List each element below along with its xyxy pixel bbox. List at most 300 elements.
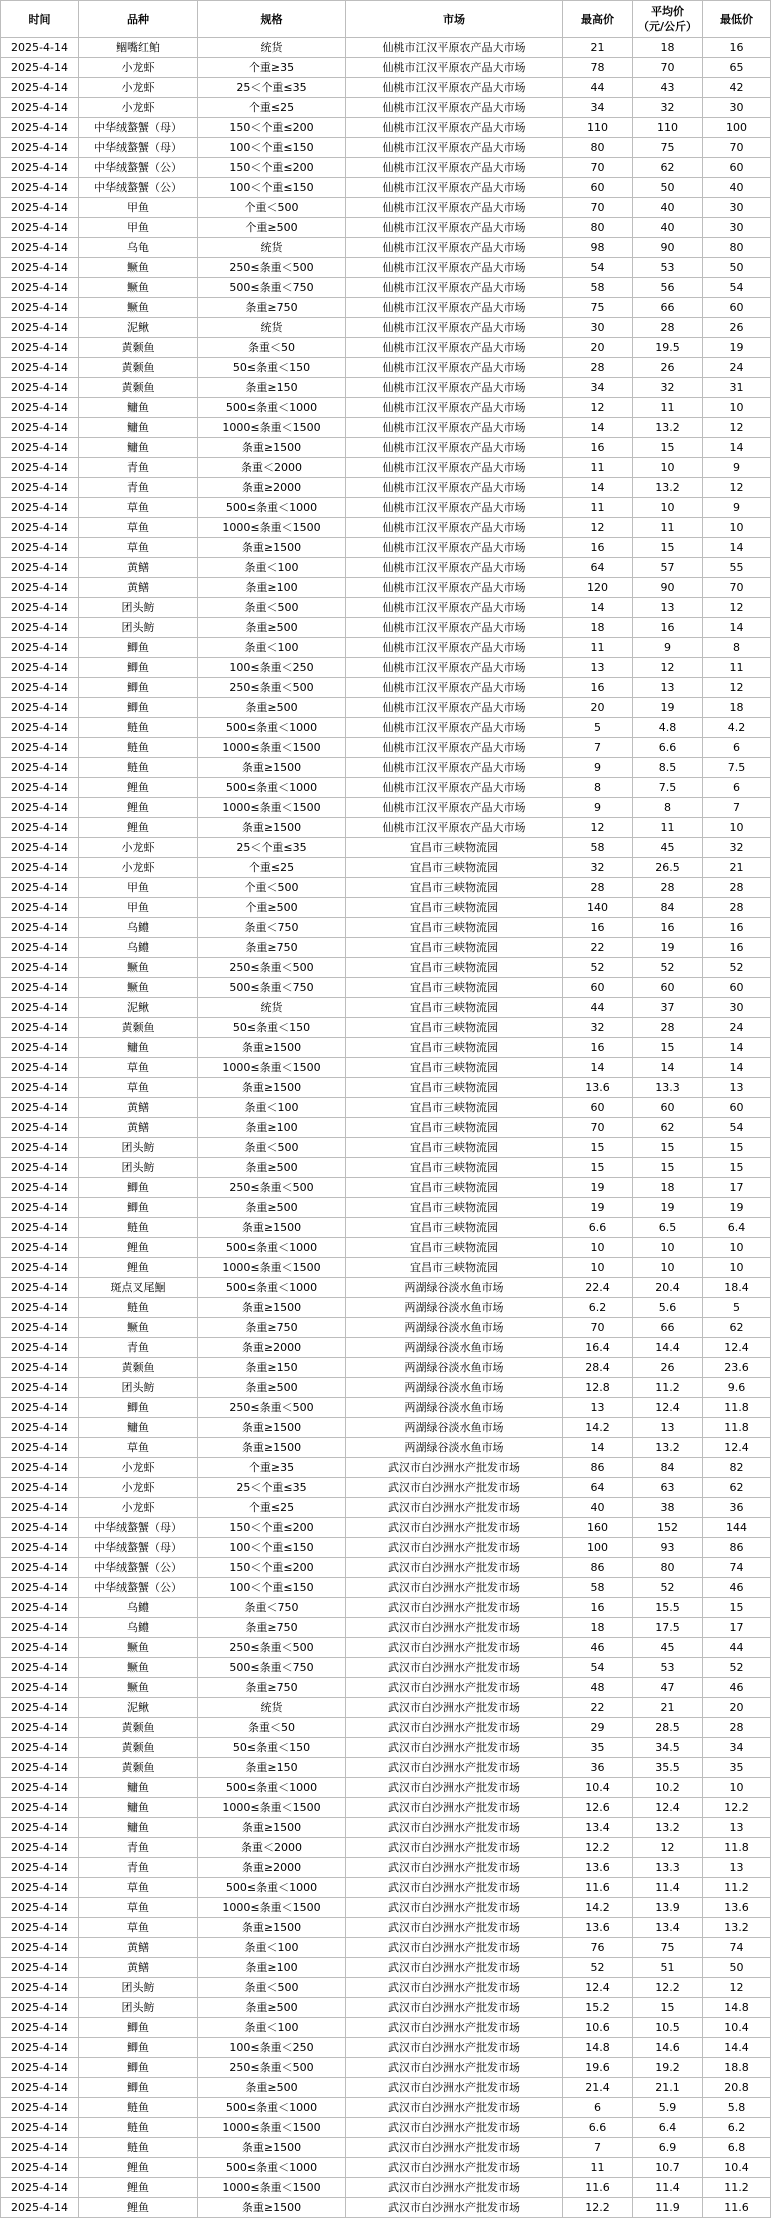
cell-avg-price: 15 [633, 1038, 703, 1058]
cell-min-price: 10 [703, 818, 771, 838]
cell-variety: 黄颡鱼 [79, 1018, 198, 1038]
cell-market: 两湖绿谷淡水鱼市场 [346, 1398, 563, 1418]
cell-avg-price: 12 [633, 658, 703, 678]
cell-market: 仙桃市江汉平原农产品大市场 [346, 398, 563, 418]
cell-market: 武汉市白沙洲水产批发市场 [346, 1918, 563, 1938]
cell-min-price: 14.8 [703, 1998, 771, 2018]
cell-market: 武汉市白沙洲水产批发市场 [346, 1958, 563, 1978]
cell-time: 2025-4-14 [1, 1598, 79, 1618]
cell-avg-price: 10 [633, 498, 703, 518]
cell-min-price: 8 [703, 638, 771, 658]
cell-min-price: 46 [703, 1578, 771, 1598]
cell-max-price: 14.2 [563, 1898, 633, 1918]
cell-min-price: 60 [703, 298, 771, 318]
cell-variety: 鳜鱼 [79, 1318, 198, 1338]
cell-avg-price: 34.5 [633, 1738, 703, 1758]
table-row [1, 1738, 771, 1758]
cell-max-price: 32 [563, 1018, 633, 1038]
cell-min-price: 18.4 [703, 1278, 771, 1298]
table-row [1, 1218, 771, 1238]
cell-min-price: 11.2 [703, 2178, 771, 2198]
cell-variety: 小龙虾 [79, 1458, 198, 1478]
table-row [1, 218, 771, 238]
cell-min-price: 13 [703, 1858, 771, 1878]
cell-max-price: 58 [563, 838, 633, 858]
cell-time: 2025-4-14 [1, 1298, 79, 1318]
cell-time: 2025-4-14 [1, 1438, 79, 1458]
cell-time: 2025-4-14 [1, 1638, 79, 1658]
cell-max-price: 54 [563, 1658, 633, 1678]
cell-min-price: 52 [703, 958, 771, 978]
cell-spec: 条重≥500 [198, 1198, 346, 1218]
table-row [1, 2198, 771, 2218]
cell-max-price: 60 [563, 178, 633, 198]
cell-min-price: 28 [703, 898, 771, 918]
cell-spec: 条重≥2000 [198, 1338, 346, 1358]
cell-time: 2025-4-14 [1, 418, 79, 438]
cell-spec: 100＜个重≤150 [198, 178, 346, 198]
cell-max-price: 14 [563, 1438, 633, 1458]
cell-market: 仙桃市江汉平原农产品大市场 [346, 458, 563, 478]
cell-variety: 黄颡鱼 [79, 378, 198, 398]
cell-variety: 小龙虾 [79, 1478, 198, 1498]
cell-max-price: 28 [563, 878, 633, 898]
cell-market: 两湖绿谷淡水鱼市场 [346, 1418, 563, 1438]
cell-min-price: 28 [703, 878, 771, 898]
table-row [1, 58, 771, 78]
cell-market: 宜昌市三峡物流园 [346, 958, 563, 978]
cell-spec: 统货 [198, 238, 346, 258]
cell-max-price: 14 [563, 418, 633, 438]
cell-time: 2025-4-14 [1, 1138, 79, 1158]
cell-avg-price: 52 [633, 958, 703, 978]
cell-min-price: 16 [703, 38, 771, 58]
cell-avg-price: 14 [633, 1058, 703, 1078]
cell-variety: 中华绒螯蟹（母） [79, 1538, 198, 1558]
cell-variety: 团头鲂 [79, 618, 198, 638]
cell-market: 宜昌市三峡物流园 [346, 1218, 563, 1238]
cell-min-price: 62 [703, 1478, 771, 1498]
cell-avg-price: 28.5 [633, 1718, 703, 1738]
cell-min-price: 15 [703, 1598, 771, 1618]
cell-market: 仙桃市江汉平原农产品大市场 [346, 778, 563, 798]
cell-max-price: 11 [563, 638, 633, 658]
cell-max-price: 15 [563, 1138, 633, 1158]
cell-variety: 鳙鱼 [79, 418, 198, 438]
cell-spec: 个重≤25 [198, 98, 346, 118]
cell-max-price: 80 [563, 138, 633, 158]
cell-max-price: 18 [563, 1618, 633, 1638]
cell-min-price: 15 [703, 1138, 771, 1158]
cell-time: 2025-4-14 [1, 878, 79, 898]
table-row [1, 518, 771, 538]
cell-min-price: 55 [703, 558, 771, 578]
cell-spec: 1000≤条重＜1500 [198, 518, 346, 538]
cell-avg-price: 10 [633, 458, 703, 478]
table-row [1, 538, 771, 558]
cell-spec: 150＜个重≤200 [198, 1558, 346, 1578]
cell-variety: 黄鳝 [79, 1098, 198, 1118]
cell-time: 2025-4-14 [1, 1858, 79, 1878]
cell-spec: 条重≥1500 [198, 758, 346, 778]
table-row [1, 1898, 771, 1918]
cell-spec: 个重≤25 [198, 858, 346, 878]
table-row [1, 1518, 771, 1538]
cell-avg-price: 37 [633, 998, 703, 1018]
cell-variety: 鲫鱼 [79, 658, 198, 678]
table-row [1, 2098, 771, 2118]
cell-max-price: 9 [563, 798, 633, 818]
cell-spec: 500≤条重＜1000 [198, 398, 346, 418]
cell-max-price: 75 [563, 298, 633, 318]
cell-avg-price: 10.2 [633, 1778, 703, 1798]
cell-max-price: 16 [563, 438, 633, 458]
cell-spec: 个重＜500 [198, 198, 346, 218]
table-row [1, 498, 771, 518]
cell-max-price: 12.2 [563, 1838, 633, 1858]
header-market: 市场 [346, 1, 563, 38]
cell-market: 仙桃市江汉平原农产品大市场 [346, 118, 563, 138]
cell-avg-price: 18 [633, 38, 703, 58]
cell-time: 2025-4-14 [1, 1398, 79, 1418]
cell-avg-price: 15 [633, 1138, 703, 1158]
cell-max-price: 7 [563, 738, 633, 758]
cell-max-price: 29 [563, 1718, 633, 1738]
cell-time: 2025-4-14 [1, 458, 79, 478]
cell-time: 2025-4-14 [1, 1338, 79, 1358]
cell-time: 2025-4-14 [1, 2118, 79, 2138]
table-row [1, 1298, 771, 1318]
table-row [1, 2178, 771, 2198]
cell-time: 2025-4-14 [1, 1898, 79, 1918]
table-row [1, 1178, 771, 1198]
cell-variety: 甲鱼 [79, 898, 198, 918]
table-row [1, 338, 771, 358]
cell-time: 2025-4-14 [1, 658, 79, 678]
table-row [1, 1398, 771, 1418]
cell-avg-price: 45 [633, 1638, 703, 1658]
cell-market: 武汉市白沙洲水产批发市场 [346, 1498, 563, 1518]
cell-time: 2025-4-14 [1, 518, 79, 538]
cell-market: 仙桃市江汉平原农产品大市场 [346, 698, 563, 718]
cell-spec: 统货 [198, 1698, 346, 1718]
cell-min-price: 10.4 [703, 2158, 771, 2178]
cell-variety: 鳙鱼 [79, 1418, 198, 1438]
cell-market: 宜昌市三峡物流园 [346, 1038, 563, 1058]
cell-min-price: 35 [703, 1758, 771, 1778]
cell-spec: 250≤条重＜500 [198, 2058, 346, 2078]
cell-market: 武汉市白沙洲水产批发市场 [346, 1898, 563, 1918]
cell-spec: 条重≥1500 [198, 1418, 346, 1438]
cell-market: 仙桃市江汉平原农产品大市场 [346, 238, 563, 258]
cell-max-price: 58 [563, 1578, 633, 1598]
cell-variety: 团头鲂 [79, 1978, 198, 1998]
cell-min-price: 14 [703, 538, 771, 558]
table-row [1, 938, 771, 958]
cell-variety: 小龙虾 [79, 78, 198, 98]
cell-spec: 条重≥500 [198, 1998, 346, 2018]
cell-market: 仙桃市江汉平原农产品大市场 [346, 318, 563, 338]
cell-max-price: 52 [563, 958, 633, 978]
cell-time: 2025-4-14 [1, 178, 79, 198]
table-body [1, 38, 771, 2218]
cell-time: 2025-4-14 [1, 1038, 79, 1058]
cell-market: 仙桃市江汉平原农产品大市场 [346, 558, 563, 578]
cell-min-price: 44 [703, 1638, 771, 1658]
cell-spec: 100≤条重＜250 [198, 658, 346, 678]
cell-min-price: 12.2 [703, 1798, 771, 1818]
cell-time: 2025-4-14 [1, 1658, 79, 1678]
cell-avg-price: 75 [633, 138, 703, 158]
cell-spec: 500≤条重＜1000 [198, 2158, 346, 2178]
table-row [1, 1718, 771, 1738]
cell-time: 2025-4-14 [1, 1258, 79, 1278]
cell-spec: 条重≥750 [198, 1618, 346, 1638]
cell-time: 2025-4-14 [1, 438, 79, 458]
table-row [1, 738, 771, 758]
cell-time: 2025-4-14 [1, 1618, 79, 1638]
cell-avg-price: 50 [633, 178, 703, 198]
cell-avg-price: 75 [633, 1938, 703, 1958]
cell-time: 2025-4-14 [1, 1578, 79, 1598]
table-row [1, 1198, 771, 1218]
cell-avg-price: 45 [633, 838, 703, 858]
table-row [1, 598, 771, 618]
cell-time: 2025-4-14 [1, 1818, 79, 1838]
cell-market: 仙桃市江汉平原农产品大市场 [346, 58, 563, 78]
cell-avg-price: 9 [633, 638, 703, 658]
header-spec: 规格 [198, 1, 346, 38]
cell-spec: 条重≥100 [198, 1118, 346, 1138]
cell-spec: 条重≥150 [198, 1358, 346, 1378]
cell-avg-price: 6.9 [633, 2138, 703, 2158]
cell-market: 仙桃市江汉平原农产品大市场 [346, 198, 563, 218]
cell-min-price: 60 [703, 1098, 771, 1118]
cell-avg-price: 13.2 [633, 1818, 703, 1838]
cell-variety: 鳙鱼 [79, 1778, 198, 1798]
table-row [1, 1378, 771, 1398]
cell-market: 武汉市白沙洲水产批发市场 [346, 2098, 563, 2118]
cell-max-price: 60 [563, 1098, 633, 1118]
cell-variety: 团头鲂 [79, 1998, 198, 2018]
cell-variety: 黄颡鱼 [79, 338, 198, 358]
cell-max-price: 16 [563, 538, 633, 558]
table-row [1, 198, 771, 218]
cell-avg-price: 152 [633, 1518, 703, 1538]
table-row [1, 858, 771, 878]
cell-time: 2025-4-14 [1, 1558, 79, 1578]
cell-max-price: 13.6 [563, 1858, 633, 1878]
cell-min-price: 20.8 [703, 2078, 771, 2098]
cell-max-price: 16.4 [563, 1338, 633, 1358]
cell-min-price: 24 [703, 358, 771, 378]
cell-market: 宜昌市三峡物流园 [346, 838, 563, 858]
cell-time: 2025-4-14 [1, 1498, 79, 1518]
cell-time: 2025-4-14 [1, 958, 79, 978]
cell-avg-price: 28 [633, 878, 703, 898]
cell-time: 2025-4-14 [1, 978, 79, 998]
cell-spec: 1000≤条重＜1500 [198, 1058, 346, 1078]
cell-variety: 草鱼 [79, 1078, 198, 1098]
table-row [1, 1678, 771, 1698]
cell-time: 2025-4-14 [1, 678, 79, 698]
cell-min-price: 50 [703, 1958, 771, 1978]
cell-variety: 乌鳢 [79, 938, 198, 958]
cell-time: 2025-4-14 [1, 1198, 79, 1218]
cell-market: 仙桃市江汉平原农产品大市场 [346, 218, 563, 238]
cell-market: 武汉市白沙洲水产批发市场 [346, 2198, 563, 2218]
table-row [1, 1878, 771, 1898]
cell-max-price: 14.8 [563, 2038, 633, 2058]
cell-avg-price: 8.5 [633, 758, 703, 778]
cell-min-price: 70 [703, 578, 771, 598]
cell-market: 宜昌市三峡物流园 [346, 1118, 563, 1138]
cell-time: 2025-4-14 [1, 1278, 79, 1298]
cell-avg-price: 11 [633, 518, 703, 538]
cell-variety: 鲢鱼 [79, 2138, 198, 2158]
cell-avg-price: 6.5 [633, 1218, 703, 1238]
table-row [1, 1838, 771, 1858]
cell-min-price: 54 [703, 278, 771, 298]
cell-market: 仙桃市江汉平原农产品大市场 [346, 738, 563, 758]
cell-time: 2025-4-14 [1, 718, 79, 738]
cell-spec: 150＜个重≤200 [198, 1518, 346, 1538]
cell-variety: 鲤鱼 [79, 818, 198, 838]
cell-avg-price: 6.4 [633, 2118, 703, 2138]
table-row [1, 2078, 771, 2098]
cell-time: 2025-4-14 [1, 1838, 79, 1858]
cell-max-price: 5 [563, 718, 633, 738]
cell-time: 2025-4-14 [1, 2078, 79, 2098]
cell-min-price: 40 [703, 178, 771, 198]
cell-max-price: 76 [563, 1938, 633, 1958]
table-row [1, 38, 771, 58]
cell-variety: 团头鲂 [79, 1378, 198, 1398]
cell-market: 武汉市白沙洲水产批发市场 [346, 1778, 563, 1798]
cell-spec: 条重≥150 [198, 1758, 346, 1778]
cell-min-price: 11 [703, 658, 771, 678]
cell-avg-price: 17.5 [633, 1618, 703, 1638]
cell-variety: 黄颡鱼 [79, 1758, 198, 1778]
cell-max-price: 6 [563, 2098, 633, 2118]
table-row [1, 1078, 771, 1098]
cell-max-price: 34 [563, 98, 633, 118]
cell-market: 仙桃市江汉平原农产品大市场 [346, 678, 563, 698]
cell-avg-price: 51 [633, 1958, 703, 1978]
table-row [1, 1558, 771, 1578]
cell-spec: 条重＜100 [198, 1098, 346, 1118]
cell-market: 两湖绿谷淡水鱼市场 [346, 1358, 563, 1378]
table-row [1, 1098, 771, 1118]
cell-market: 宜昌市三峡物流园 [346, 1258, 563, 1278]
cell-market: 两湖绿谷淡水鱼市场 [346, 1338, 563, 1358]
cell-market: 宜昌市三峡物流园 [346, 1238, 563, 1258]
cell-variety: 鲫鱼 [79, 1398, 198, 1418]
cell-spec: 250≤条重＜500 [198, 958, 346, 978]
cell-max-price: 35 [563, 1738, 633, 1758]
cell-market: 武汉市白沙洲水产批发市场 [346, 1858, 563, 1878]
cell-time: 2025-4-14 [1, 1738, 79, 1758]
cell-variety: 鳜鱼 [79, 1658, 198, 1678]
table-row [1, 1538, 771, 1558]
table-row [1, 98, 771, 118]
cell-max-price: 70 [563, 1318, 633, 1338]
cell-avg-price: 12 [633, 1838, 703, 1858]
cell-max-price: 20 [563, 338, 633, 358]
table-row [1, 258, 771, 278]
cell-avg-price: 14.6 [633, 2038, 703, 2058]
cell-market: 武汉市白沙洲水产批发市场 [346, 1518, 563, 1538]
cell-market: 仙桃市江汉平原农产品大市场 [346, 718, 563, 738]
cell-time: 2025-4-14 [1, 638, 79, 658]
cell-max-price: 48 [563, 1678, 633, 1698]
cell-spec: 25＜个重≤35 [198, 1478, 346, 1498]
cell-max-price: 12.8 [563, 1378, 633, 1398]
table-row [1, 318, 771, 338]
table-row [1, 998, 771, 1018]
cell-spec: 250≤条重＜500 [198, 258, 346, 278]
cell-avg-price: 13.9 [633, 1898, 703, 1918]
cell-avg-price: 11 [633, 398, 703, 418]
cell-spec: 条重≥1500 [198, 1078, 346, 1098]
cell-max-price: 98 [563, 238, 633, 258]
cell-avg-price: 13 [633, 598, 703, 618]
cell-variety: 黄颡鱼 [79, 1358, 198, 1378]
cell-variety: 黄颡鱼 [79, 1738, 198, 1758]
header-min-price: 最低价 [703, 1, 771, 38]
cell-time: 2025-4-14 [1, 578, 79, 598]
cell-max-price: 86 [563, 1558, 633, 1578]
cell-max-price: 46 [563, 1638, 633, 1658]
cell-max-price: 140 [563, 898, 633, 918]
header-variety: 品种 [79, 1, 198, 38]
cell-max-price: 12.6 [563, 1798, 633, 1818]
cell-variety: 草鱼 [79, 1058, 198, 1078]
cell-min-price: 32 [703, 838, 771, 858]
cell-market: 仙桃市江汉平原农产品大市场 [346, 498, 563, 518]
cell-spec: 条重＜100 [198, 558, 346, 578]
cell-variety: 团头鲂 [79, 1158, 198, 1178]
table-row [1, 1418, 771, 1438]
cell-time: 2025-4-14 [1, 1538, 79, 1558]
cell-avg-price: 90 [633, 238, 703, 258]
cell-max-price: 58 [563, 278, 633, 298]
cell-min-price: 62 [703, 1318, 771, 1338]
table-row [1, 698, 771, 718]
table-row [1, 118, 771, 138]
cell-spec: 条重≥100 [198, 578, 346, 598]
cell-time: 2025-4-14 [1, 2018, 79, 2038]
cell-variety: 草鱼 [79, 518, 198, 538]
table-row [1, 478, 771, 498]
table-row [1, 2138, 771, 2158]
cell-market: 仙桃市江汉平原农产品大市场 [346, 278, 563, 298]
cell-min-price: 18 [703, 698, 771, 718]
cell-avg-price: 26.5 [633, 858, 703, 878]
cell-market: 两湖绿谷淡水鱼市场 [346, 1378, 563, 1398]
cell-min-price: 14.4 [703, 2038, 771, 2058]
cell-variety: 鲤鱼 [79, 2178, 198, 2198]
cell-max-price: 21 [563, 38, 633, 58]
cell-max-price: 12.2 [563, 2198, 633, 2218]
cell-time: 2025-4-14 [1, 378, 79, 398]
cell-max-price: 64 [563, 558, 633, 578]
cell-avg-price: 10.5 [633, 2018, 703, 2038]
cell-variety: 乌鳢 [79, 918, 198, 938]
cell-avg-price: 43 [633, 78, 703, 98]
cell-avg-price: 15 [633, 1158, 703, 1178]
cell-spec: 条重≥750 [198, 938, 346, 958]
